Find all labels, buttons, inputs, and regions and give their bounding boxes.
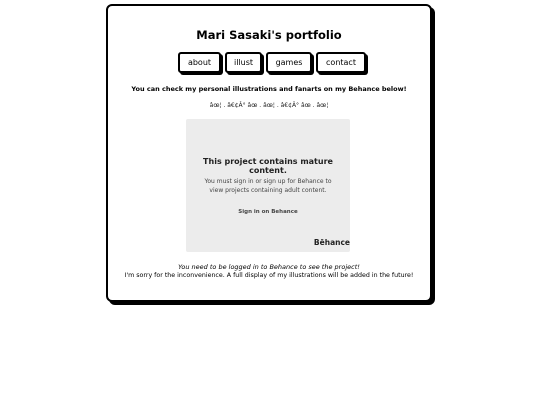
intro-text: You can check my personal illustrations and fanarts on my Behance below! (131, 85, 407, 93)
login-note: You need to be logged in to Behance to see the project! (178, 263, 360, 271)
page-title: Mari Sasaki's portfolio (196, 28, 342, 42)
apology-note: I'm sorry for the inconvenience. A full display of my illustrations will be added in the future! (124, 272, 414, 279)
about-button[interactable]: about (178, 52, 221, 73)
mature-content-heading: This project contains mature content. (203, 157, 333, 175)
decorative-divider: âœ¦ . â€¢Â° âœ . âœ¦ . â€¢Â° âœ . âœ¦ (209, 102, 329, 109)
contact-button[interactable]: contact (316, 52, 366, 73)
illust-button[interactable]: illust (225, 52, 262, 73)
behance-embed[interactable] (186, 119, 350, 252)
nav-bar (178, 52, 366, 76)
sign-in-message: You must sign in or sign up for Behance to view projects containing adult content. (204, 178, 332, 194)
games-button[interactable]: games (266, 52, 312, 73)
portfolio-card (106, 4, 432, 302)
sign-in-link[interactable]: Sign in on Behance (238, 209, 298, 215)
behance-logo[interactable]: Bēhance (313, 238, 350, 247)
